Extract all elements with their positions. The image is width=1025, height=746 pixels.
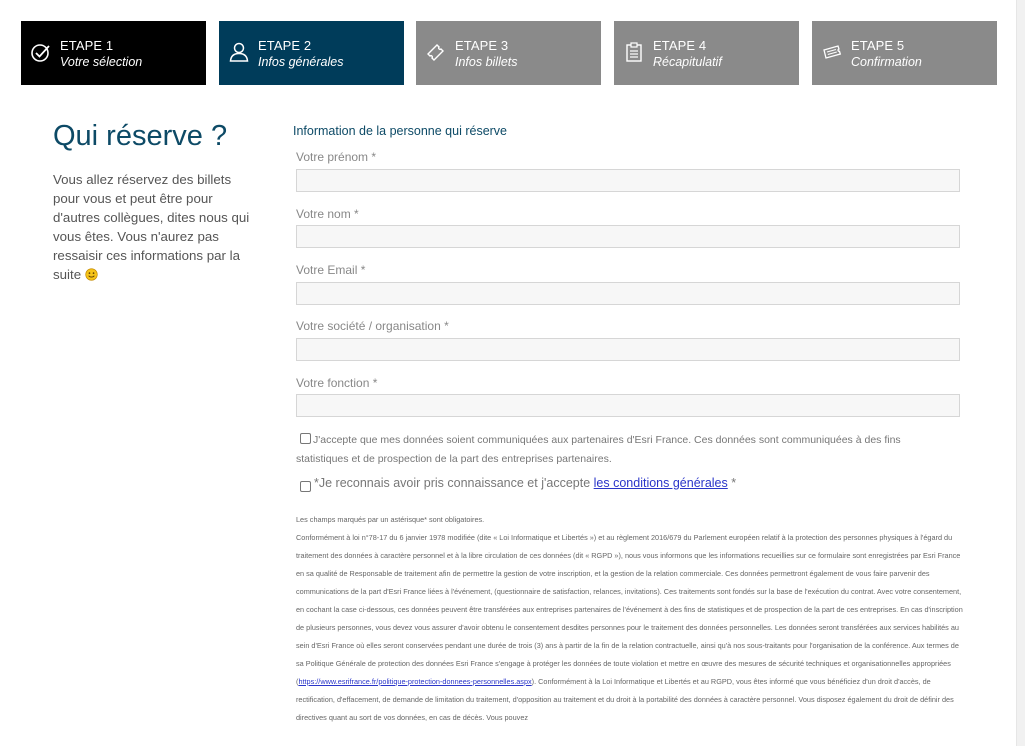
required-fields-note: Les champs marqués par un astérisque* sont obligatoires. — [296, 515, 485, 524]
tickets-icon — [821, 41, 843, 63]
step-5[interactable] — [812, 21, 997, 85]
legal-notice — [296, 511, 964, 727]
user-icon — [228, 41, 250, 63]
step-4[interactable] — [614, 21, 799, 85]
firstname-label: Votre prénom * — [296, 150, 377, 164]
intro-text — [53, 170, 258, 284]
jobtitle-label: Votre fonction * — [296, 376, 378, 390]
step-title: ETAPE 2 — [258, 38, 312, 53]
form-section-title: Information de la personne qui réserve — [293, 124, 508, 138]
email-input[interactable] — [296, 282, 960, 305]
step-subtitle: Infos billets — [455, 55, 518, 69]
step-2[interactable] — [219, 21, 404, 85]
privacy-policy-link[interactable]: https://www.esrifrance.fr/politique-protection-donnees-personnelles.aspx — [298, 677, 532, 686]
organisation-label: Votre société / organisation * — [296, 319, 449, 333]
step-title: ETAPE 5 — [851, 38, 905, 53]
terms-link[interactable]: les conditions générales — [593, 476, 728, 490]
firstname-input[interactable] — [296, 169, 960, 192]
page-title: Qui réserve ? — [53, 120, 228, 152]
smiley-icon — [85, 268, 98, 281]
step-subtitle: Votre sélection — [60, 55, 143, 69]
intro-text-body: Vous allez réservez des billets pour vous et peut être pour d'autres collègues, dites nous qui vous êtes. Vous n'aurez pas ressaisir ces informations par la suite — [53, 172, 250, 282]
step-progress-bar — [21, 21, 997, 85]
ticket-icon — [425, 41, 447, 63]
step-subtitle: Confirmation — [851, 55, 922, 69]
step-subtitle: Infos générales — [258, 55, 344, 69]
step-title: ETAPE 4 — [653, 38, 707, 53]
step-subtitle: Récapitulatif — [653, 55, 722, 69]
step-3[interactable] — [416, 21, 601, 85]
organisation-input[interactable] — [296, 338, 960, 361]
terms-consent-label: *Je reconnais avoir pris connaissance et j'accepte les conditions générales * — [314, 476, 737, 490]
lastname-label: Votre nom * — [296, 207, 359, 221]
clipboard-icon — [623, 41, 645, 63]
terms-consent-checkbox[interactable] — [300, 481, 311, 492]
step-title: ETAPE 3 — [455, 38, 509, 53]
partners-consent-label: J'accepte que mes données soient communiquées aux partenaires d'Esri France. Ces données sont communiquées à des fins statistiques et de prospection de la part des entreprises partenaires. — [296, 434, 901, 465]
scrollbar[interactable] — [1016, 0, 1025, 746]
step-1[interactable] — [21, 21, 206, 85]
email-label: Votre Email * — [296, 263, 366, 277]
check-circle-icon — [30, 41, 52, 63]
gdpr-text: Conformément à loi n°78-17 du 6 janvier 1978 modifiée (dite « Loi Informatique et Libertés ») et au règlement 2016/679 du Parlement européen relatif à la protection des personnes physiques à l'égard du traitement des données à caractère personnel et à la libre circulation de ces données (dit « RGPD »), nous vous informons que les informations recueillies sur ce formulaire sont enregistrées par Esri France en sa qualité de Responsable de traitement afin de permettre la gestion de votre inscription, et la gestion de la relation commerciale. Ces données permettront également de vous faire parvenir des communications de la part d'Esri France liées à l'événement, (questionnaire de satisfaction, relances, invitations). Ces traitements sont fondés sur la base de l'exécution du contrat. Avec votre consentement, en cochant la case ci-dessous, ces données peuvent être transférées aux entreprises partenaires de l'événement à des fins de statistiques et de prospection de la part de ces entreprises. En cas d'inscription de plusieurs personnes, vous devez vous assurer d'avoir obtenu le consentement desdites personnes pour le traitement des données personnelles. Les données seront transférées aux services habilités au sein d'Esri France où elles seront conservées pendant une durée de trois (3) ans à partir de la fin de la relation contractuelle, ainsi qu'à nos sous-traitants pour l'organisation de la conférence. Aux termes de sa Politique Générale de protection des données Esri France s'engage à protéger les données de toute violation et mettre en œuvre des mesures de sécurité techniques et organisationnelles appropriées (https://www.esrifrance.fr/politique-protection-donnees-personnelles.aspx). Conformément à la Loi Informatique et Libertés et au RGPD, vous êtes informé que vous bénéficiez d'un droit d'accès, de rectification, d'effacement, de demande de limitation du traitement, d'opposition au traitement et du droit à la portabilité des données à caractère personnel. Vous disposez également du droit de définir des directives quant au sort de vos données, en cas de décès. Vous pouvez — [296, 533, 963, 722]
lastname-input[interactable] — [296, 225, 960, 248]
step-title: ETAPE 1 — [60, 38, 114, 53]
jobtitle-input[interactable] — [296, 394, 960, 417]
